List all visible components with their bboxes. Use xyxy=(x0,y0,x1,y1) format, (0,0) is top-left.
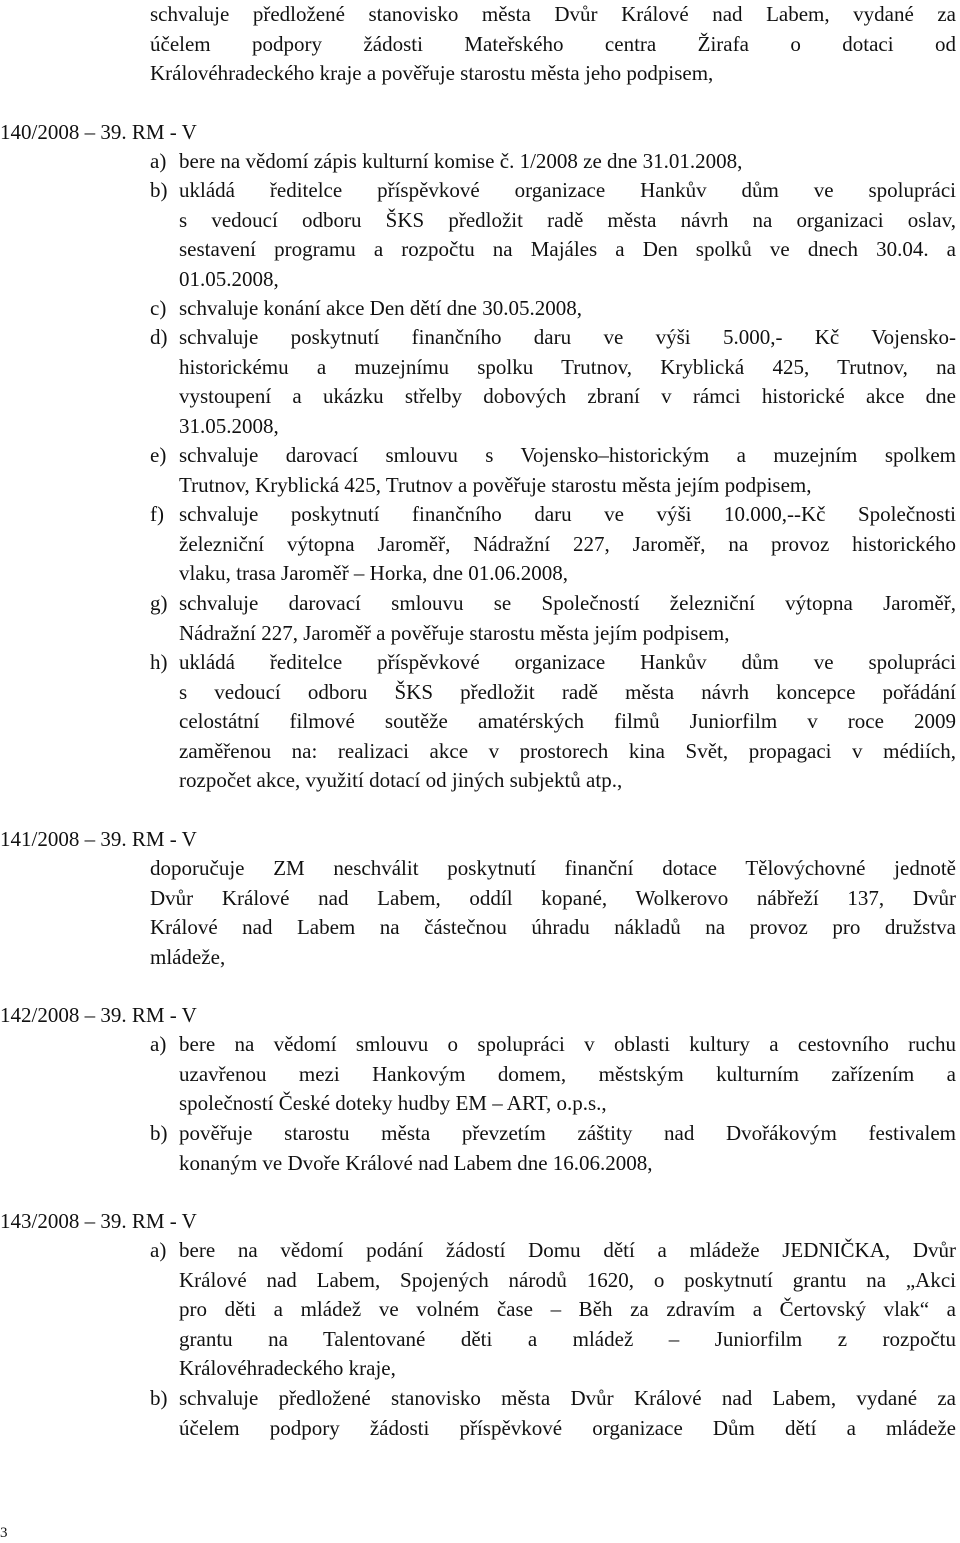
item-line: Trutnov, Kryblická 425, Trutnov a pověřuje starostu města jejím podpisem, xyxy=(179,472,812,497)
item-line: ukládá ředitelce příspěvkové organizace Hankův dům ve spolupráci xyxy=(179,650,956,674)
text-line: mládeže, xyxy=(150,944,226,969)
resolution-heading-141: 141/2008 – 39. RM - V xyxy=(0,827,197,851)
item-marker: g) xyxy=(150,591,168,615)
resolution-140-item-d xyxy=(150,323,956,441)
page-number: 3 xyxy=(0,1525,8,1541)
item-line: schvaluje darovací smlouvu s Vojensko–historickým a muzejním spolkem xyxy=(179,443,956,467)
item-line: Nádražní 227, Jaroměř a pověřuje starostu města jejím podpisem, xyxy=(179,620,730,645)
item-line: sestavení programu a rozpočtu na Majáles a Den spolků ve dnech 30.04. a xyxy=(179,237,956,262)
item-line: vlaku, trasa Jaroměř – Horka, dne 01.06.2008, xyxy=(179,561,568,586)
resolution-heading-142: 142/2008 – 39. RM - V xyxy=(0,1003,197,1027)
item-line: rozpočet akce, využití dotací od jiných subjektů atp., xyxy=(179,768,623,793)
resolution-143-item-b xyxy=(150,1384,956,1443)
item-marker: d) xyxy=(150,325,168,349)
item-marker: b) xyxy=(150,1386,168,1410)
resolution-140-item-a xyxy=(150,147,956,177)
item-line: zaměřenou na: realizaci akce v prostorech kina Svět, propagaci v médiích, xyxy=(179,738,956,763)
item-line: Králové nad Labem, Spojených národů 1620, o poskytnutí grantu na „Akci xyxy=(179,1267,956,1292)
resolution-142-item-a xyxy=(150,1030,956,1119)
resolution-140-item-e xyxy=(150,441,956,500)
item-line: účelem podpory žádosti příspěvkové organizace Dům dětí a mládeže xyxy=(179,1415,956,1440)
resolution-140-item-c xyxy=(150,294,956,324)
item-line: 31.05.2008, xyxy=(179,413,279,438)
intro-paragraph xyxy=(150,0,956,89)
item-marker: c) xyxy=(150,296,167,320)
item-line: schvaluje předložené stanovisko města Dvůr Králové nad Labem, vydané za xyxy=(179,1386,956,1410)
text-line: doporučuje ZM neschválit poskytnutí finanční dotace Tělovýchovné jednotě xyxy=(150,856,956,880)
item-line: uzavřenou mezi Hankovým domem, městským kulturním zařízením a xyxy=(179,1061,956,1086)
resolution-140-item-g xyxy=(150,589,956,648)
item-line: schvaluje poskytnutí finančního daru ve výši 10.000,--Kč Společnosti xyxy=(179,502,956,526)
item-line: konaným ve Dvoře Králové nad Labem dne 16.06.2008, xyxy=(179,1150,653,1175)
resolution-140-item-b xyxy=(150,176,956,294)
intro-line: schvaluje předložené stanovisko města Dvůr Králové nad Labem, vydané za xyxy=(150,2,956,26)
item-line: bere na vědomí podání žádostí Domu dětí a mládeže JEDNIČKA, Dvůr xyxy=(179,1238,956,1262)
item-line: 01.05.2008, xyxy=(179,266,279,291)
resolution-heading-140: 140/2008 – 39. RM - V xyxy=(0,120,197,144)
item-line: s vedoucí odboru ŠKS předložit radě města návrh koncepce pořádání xyxy=(179,679,956,704)
item-line: s vedoucí odboru ŠKS předložit radě města návrh na organizaci oslav, xyxy=(179,207,956,232)
resolution-143-item-a xyxy=(150,1236,956,1384)
item-line: schvaluje konání akce Den dětí dne 30.05.2008, xyxy=(179,296,582,320)
item-line: Královéhradeckého kraje, xyxy=(179,1356,396,1381)
resolution-141-text xyxy=(150,854,956,972)
text-line: Dvůr Králové nad Labem, oddíl kopané, Wolkerovo nábřeží 137, Dvůr xyxy=(150,885,956,910)
intro-line: účelem podpory žádosti Mateřského centra Žirafa o dotaci od xyxy=(150,31,956,56)
item-line: železniční výtopna Jaroměř, Nádražní 227, Jaroměř, na provoz historického xyxy=(179,531,956,556)
item-marker: a) xyxy=(150,149,167,173)
item-marker: b) xyxy=(150,178,168,202)
item-line: vystoupení a ukázku střelby dobových zbraní v rámci historické akce dne xyxy=(179,384,956,409)
resolution-heading-143: 143/2008 – 39. RM - V xyxy=(0,1209,197,1233)
item-line: ukládá ředitelce příspěvkové organizace Hankův dům ve spolupráci xyxy=(179,178,956,202)
item-line: pro děti a mládež ve volném čase – Běh za zdravím a Čertovský vlak“ a xyxy=(179,1297,956,1322)
item-line: grantu na Talentované děti a mládež – Juniorfilm z rozpočtu xyxy=(179,1326,956,1351)
item-line: schvaluje poskytnutí finančního daru ve výši 5.000,- Kč Vojensko- xyxy=(179,325,956,349)
resolution-140-item-h xyxy=(150,648,956,796)
resolution-140-item-f xyxy=(150,500,956,589)
item-marker: e) xyxy=(150,443,167,467)
item-line: schvaluje darovací smlouvu se Společností železniční výtopna Jaroměř, xyxy=(179,591,956,615)
resolution-142-item-b xyxy=(150,1119,956,1178)
item-line: bere na vědomí zápis kulturní komise č. 1/2008 ze dne 31.01.2008, xyxy=(179,149,743,173)
item-line: bere na vědomí smlouvu o spolupráci v oblasti kultury a cestovního ruchu xyxy=(179,1032,956,1056)
intro-line: Královéhradeckého kraje a pověřuje starostu města jeho podpisem, xyxy=(150,61,714,86)
item-line: historickému a muzejnímu spolku Trutnov, Kryblická 425, Trutnov, na xyxy=(179,354,956,379)
item-line: pověřuje starostu města převzetím záštity nad Dvořákovým festivalem xyxy=(179,1121,956,1145)
item-line: společností České doteky hudby EM – ART, o.p.s., xyxy=(179,1091,607,1116)
item-line: celostátní filmové soutěže amatérských filmů Juniorfilm v roce 2009 xyxy=(179,709,956,734)
item-marker: a) xyxy=(150,1032,167,1056)
item-marker: f) xyxy=(150,502,164,526)
item-marker: h) xyxy=(150,650,168,674)
item-marker: b) xyxy=(150,1121,168,1145)
text-line: Králové nad Labem na částečnou úhradu nákladů na provoz pro družstva xyxy=(150,915,956,940)
item-marker: a) xyxy=(150,1238,167,1262)
